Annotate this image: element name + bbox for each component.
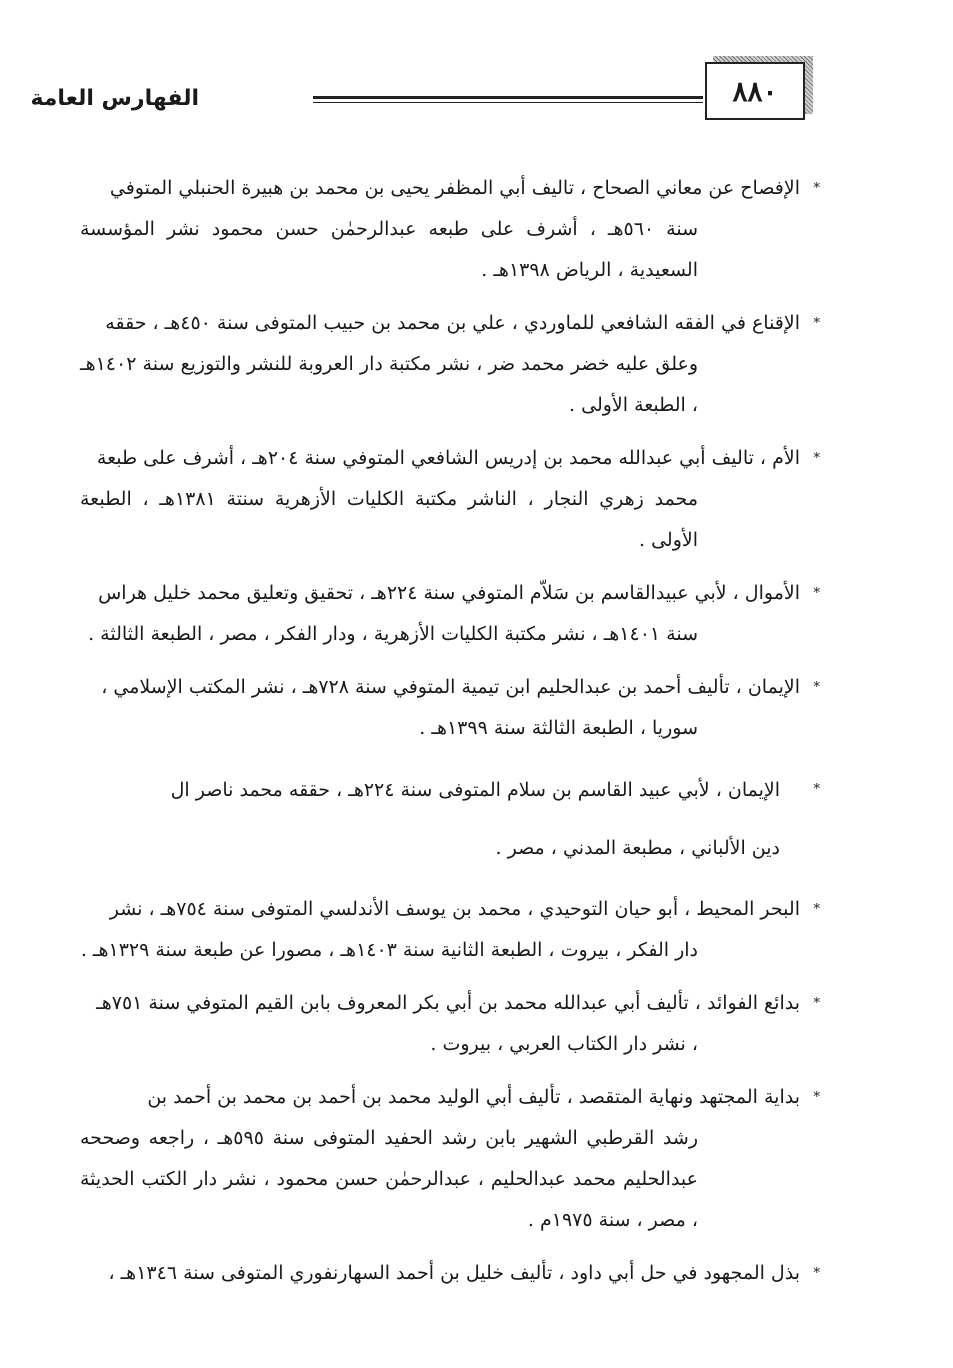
entry-first-line: بداية المجتهد ونهاية المتقصد ، تأليف أبي الوليد محمد بن أحمد بن محمد بن أحمد بن bbox=[147, 1086, 800, 1108]
entry-continuation: سوريا ، الطبعة الثالثة سنة ١٣٩٩هـ . bbox=[419, 717, 698, 739]
entry-continuation: محمد زهري النجار ، الناشر مكتبة الكليات الأزهرية سنتة ١٣٨١هـ ، الطبعة الأولى . bbox=[80, 488, 698, 551]
bibliography-entry bbox=[80, 1253, 820, 1294]
entry-continuation: وعلق عليه خضر محمد ضر ، نشر مكتبة دار العروبة للنشر والتوزيع سنة ١٤٠٢هـ ، الطبعة الأولى . bbox=[80, 353, 698, 416]
bibliography-entry bbox=[80, 573, 820, 655]
entry-bullet: * bbox=[813, 680, 820, 695]
section-title: الفهارس العامة bbox=[30, 86, 199, 111]
page-number: ٨٨٠ bbox=[732, 74, 778, 108]
entry-continuation: رشد القرطبي الشهير بابن رشد الحفيد المتوفى سنة ٥٩٥هـ ، راجعه وصححه عبدالحليم محمد عبدالحليم ، عبدالرحمٰن حسن محمود ، نشر دار الكتب الحديثة ، مصر ، سنة ١٩٧٥م . bbox=[80, 1127, 698, 1231]
bibliography-entry bbox=[80, 168, 820, 291]
bibliography-entry bbox=[80, 889, 820, 971]
bibliography-list bbox=[80, 168, 820, 1306]
entry-bullet: * bbox=[813, 1090, 820, 1105]
entry-first-line: الأموال ، لأبي عبيدالقاسم بن سَلاّم المتوفي سنة ٢٢٤هـ ، تحقيق وتعليق محمد خليل هراس bbox=[98, 582, 800, 604]
entry-bullet: * bbox=[813, 316, 820, 331]
page-number-box bbox=[705, 62, 805, 120]
entry-continuation: دار الفكر ، بيروت ، الطبعة الثانية سنة ١٤٠٣هـ ، مصورا عن طبعة سنة ١٣٢٩هـ . bbox=[80, 939, 698, 961]
entry-continuation: دين الألباني ، مطبعة المدني ، مصر . bbox=[495, 837, 780, 859]
entry-first-line: الإفصاح عن معاني الصحاح ، تاليف أبي المظفر يحيى بن محمد بن هبيرة الحنبلي المتوفي bbox=[109, 177, 800, 199]
entry-bullet: * bbox=[813, 181, 820, 196]
entry-bullet: * bbox=[813, 586, 820, 601]
entry-continuation: ، نشر دار الكتاب العربي ، بيروت . bbox=[430, 1033, 698, 1055]
header-rule bbox=[313, 96, 703, 99]
header-rule-thin bbox=[313, 102, 703, 103]
bibliography-entry bbox=[80, 761, 820, 877]
entry-bullet: * bbox=[813, 902, 820, 917]
entry-continuation: سنة ١٤٠١هـ ، نشر مكتبة الكليات الأزهرية ، ودار الفكر ، مصر ، الطبعة الثالثة . bbox=[88, 623, 698, 645]
entry-first-line: الإيمان ، لأبي عبيد القاسم بن سلام المتوفى سنة ٢٢٤هـ ، حققه محمد ناصر ال bbox=[170, 779, 780, 801]
entry-first-line: البحر المحيط ، أبو حيان التوحيدي ، محمد بن يوسف الأندلسي المتوفى سنة ٧٥٤هـ ، نشر bbox=[109, 898, 800, 920]
entry-first-line: بذل المجهود في حل أبي داود ، تأليف خليل بن أحمد السهارنفوري المتوفى سنة ١٣٤٦هـ ، bbox=[108, 1262, 800, 1284]
bibliography-entry bbox=[80, 303, 820, 426]
bibliography-entry bbox=[80, 438, 820, 561]
entry-continuation: سنة ٥٦٠هـ ، أشرف على طبعه عبدالرحمٰن حسن محمود نشر المؤسسة السعيدية ، الرياض ١٣٩٨هـ . bbox=[80, 218, 698, 281]
entry-first-line: الأم ، تاليف أبي عبدالله محمد بن إدريس الشافعي المتوفي سنة ٢٠٤هـ ، أشرف على طبعة bbox=[96, 447, 800, 469]
entry-first-line: الإقناع في الفقه الشافعي للماوردي ، علي بن محمد بن حبيب المتوفى سنة ٤٥٠هـ ، حققه bbox=[105, 312, 800, 334]
entry-bullet: * bbox=[813, 996, 820, 1011]
page-header bbox=[0, 0, 953, 140]
entry-bullet: * bbox=[813, 451, 820, 466]
bibliography-entry bbox=[80, 1077, 820, 1241]
entry-bullet: * bbox=[813, 782, 820, 797]
entry-bullet: * bbox=[813, 1266, 820, 1281]
bibliography-entry bbox=[80, 667, 820, 749]
bibliography-entry bbox=[80, 983, 820, 1065]
entry-first-line: بدائع الفوائد ، تأليف أبي عبدالله محمد بن أبي بكر المعروف بابن القيم المتوفي سنة ٧٥١هـ bbox=[96, 992, 800, 1014]
entry-first-line: الإيمان ، تأليف أحمد بن عبدالحليم ابن تيمية المتوفي سنة ٧٢٨هـ ، نشر المكتب الإسلامي ، bbox=[101, 676, 800, 698]
